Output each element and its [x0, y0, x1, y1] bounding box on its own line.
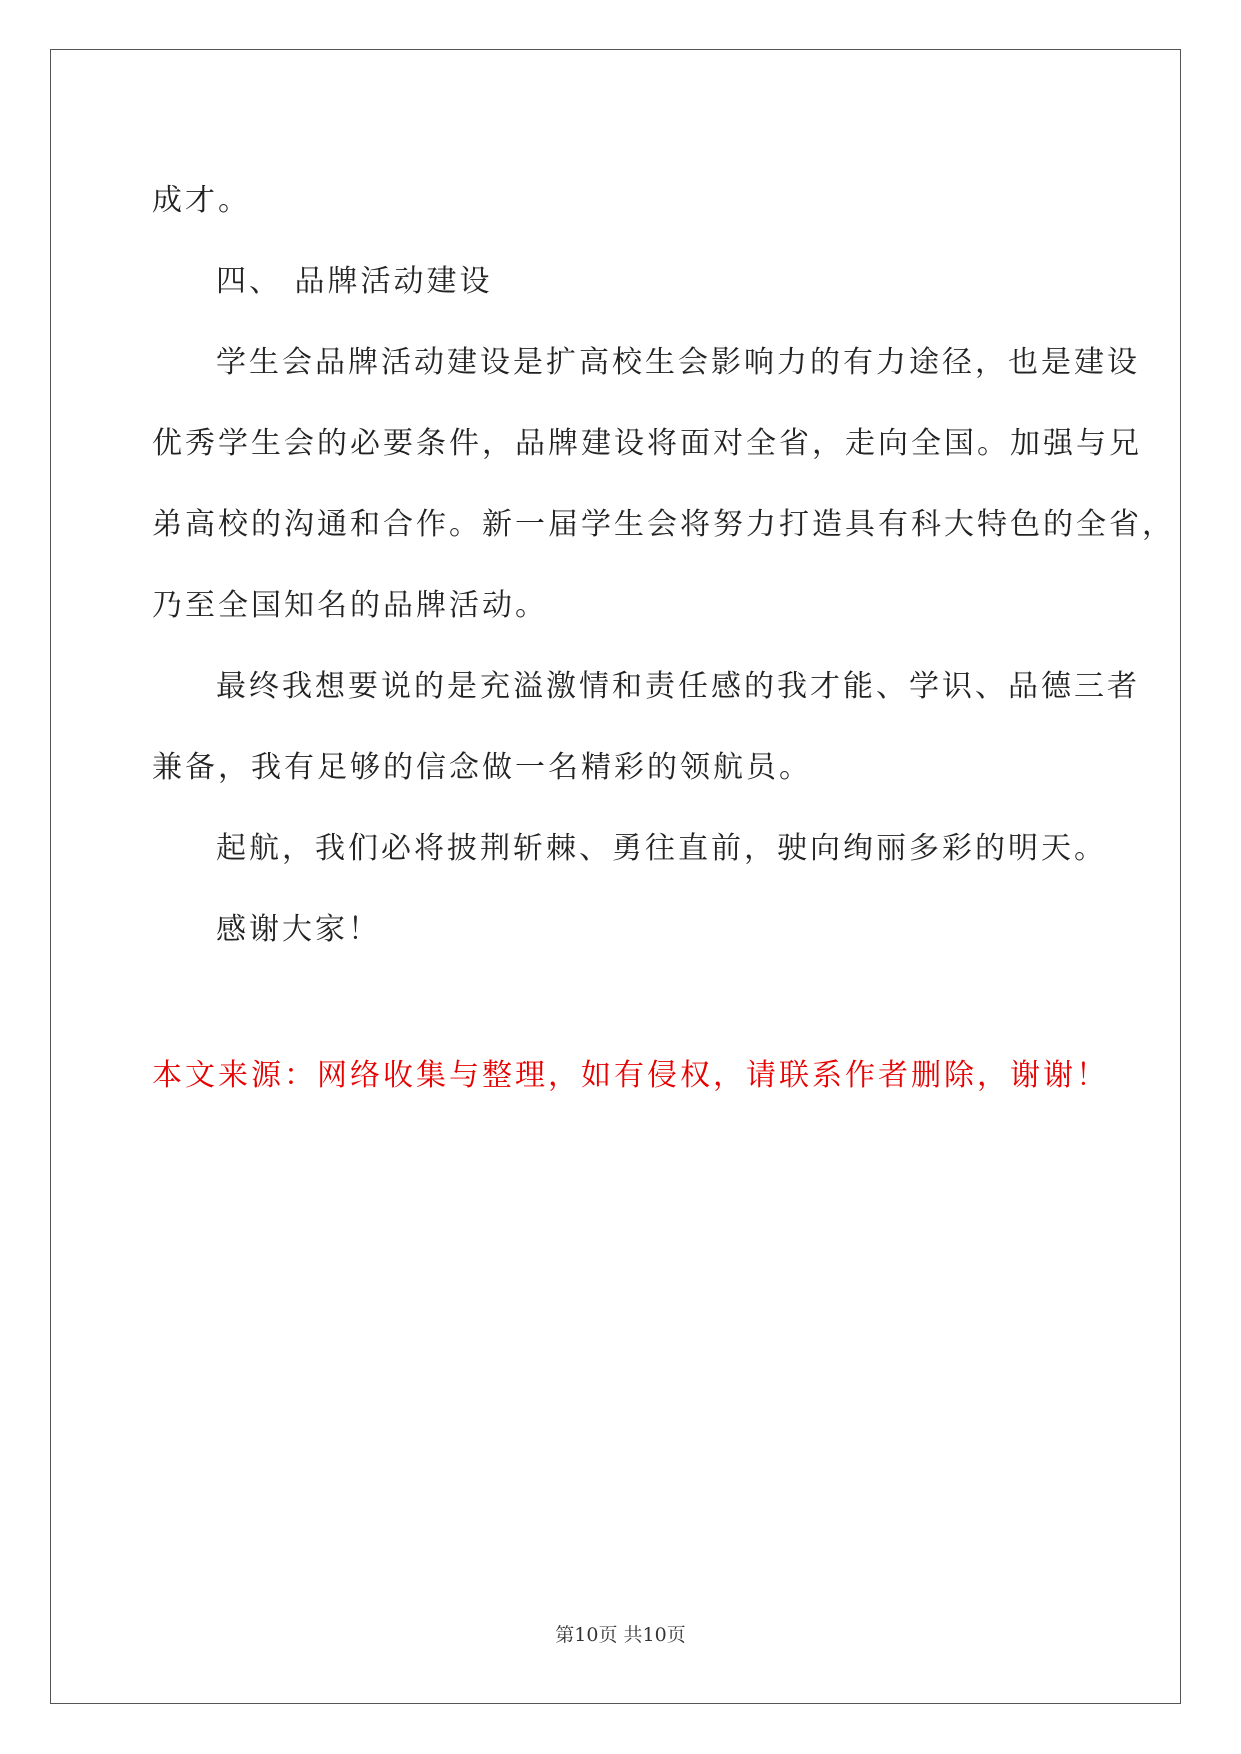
body-line-6: 乃至全国知名的品牌活动。 [152, 588, 548, 623]
section-heading: 四、 品牌活动建设 [216, 264, 493, 299]
body-line-1: 成才。 [152, 183, 251, 218]
body-line-5: 弟高校的沟通和合作。新一届学生会将努力打造具有科大特色的全省， [152, 507, 1175, 542]
body-line-4: 优秀学生会的必要条件，品牌建设将面对全省，走向全国。加强与兄 [152, 426, 1142, 461]
body-line-9: 起航，我们必将披荆斩棘、勇往直前，驶向绚丽多彩的明天。 [216, 831, 1107, 866]
body-line-3: 学生会品牌活动建设是扩高校生会影响力的有力途径，也是建设 [216, 345, 1140, 380]
closing-line: 感谢大家！ [216, 912, 381, 947]
document-body [152, 160, 1175, 970]
source-note: 本文来源：网络收集与整理，如有侵权，请联系作者删除，谢谢！ [152, 1058, 1109, 1093]
page-footer: 第10页 共10页 [555, 1624, 686, 1646]
body-line-7: 最终我想要说的是充溢激情和责任感的我才能、学识、品德三者 [216, 669, 1140, 704]
body-line-8: 兼备，我有足够的信念做一名精彩的领航员。 [152, 750, 812, 785]
